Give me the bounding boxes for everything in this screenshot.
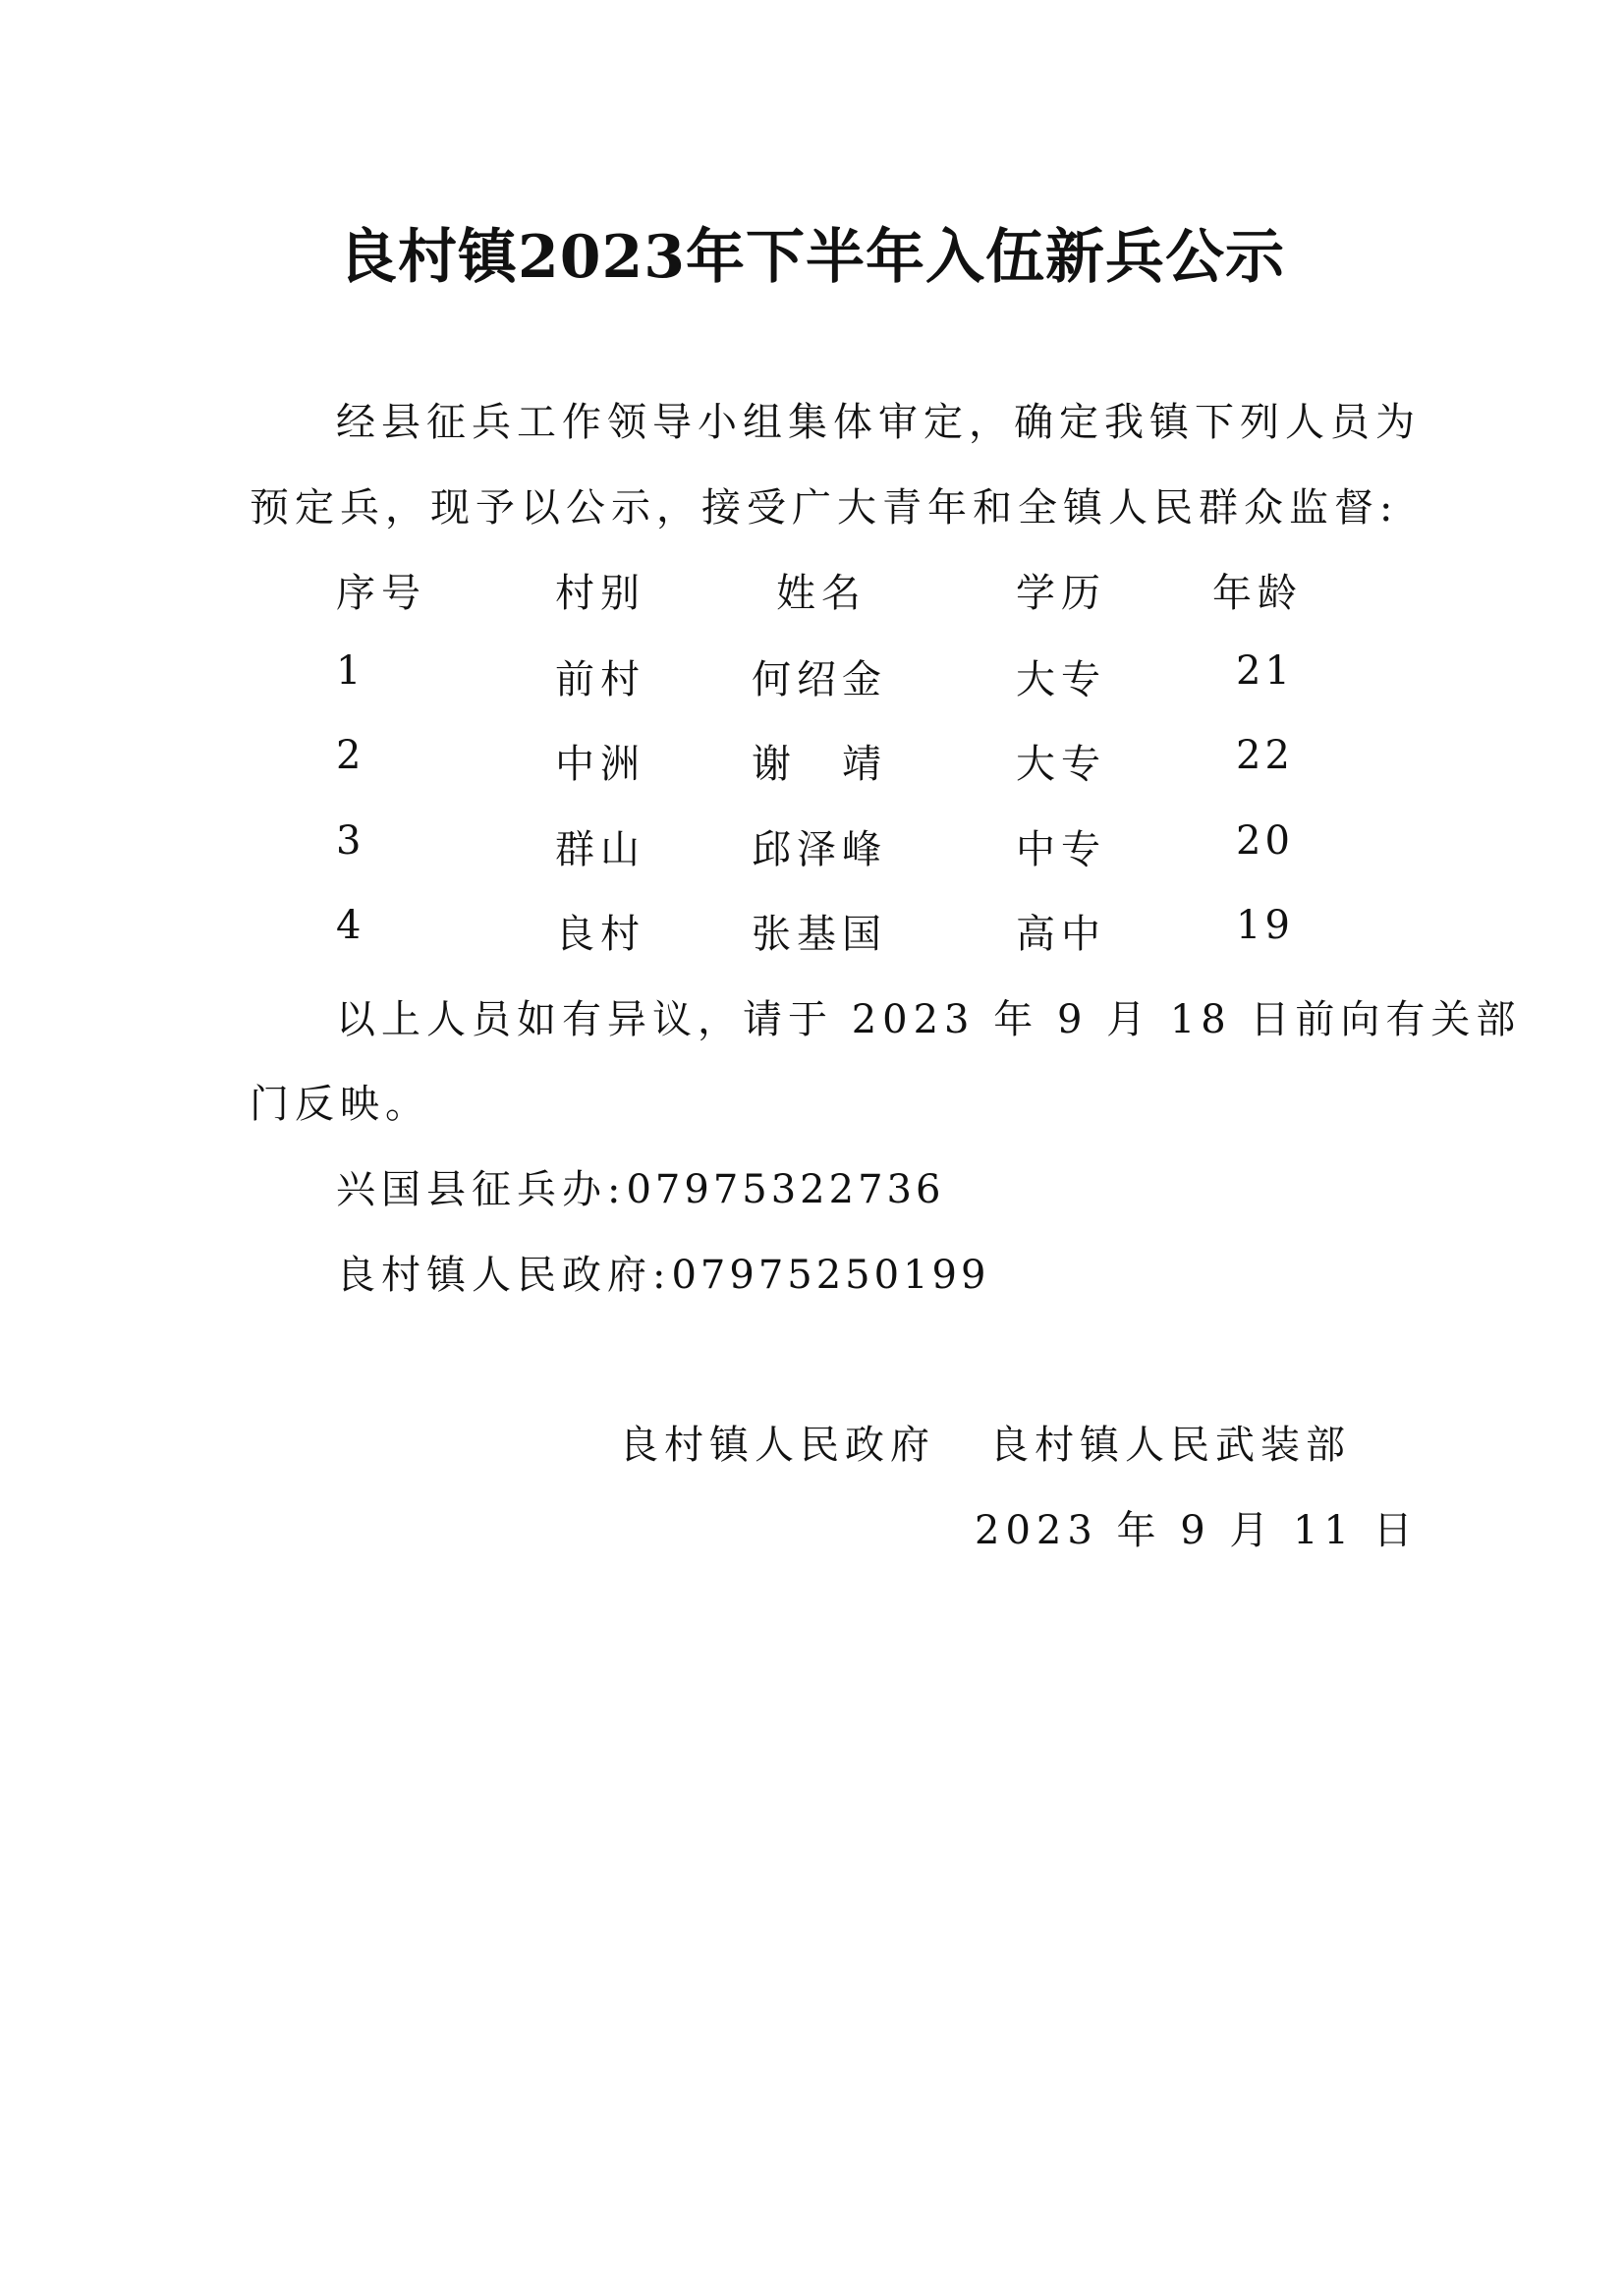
header-education: 学历	[1016, 571, 1106, 616]
row-4-index: 4	[336, 903, 365, 948]
header-age: 年龄	[1212, 571, 1303, 616]
signature-org-armed-forces: 良村镇人民武装部	[989, 1423, 1351, 1468]
row-3-name: 邱泽峰	[752, 827, 887, 872]
contact-label: 兴国县征兵办:	[336, 1167, 627, 1212]
row-1-name: 何绍金	[752, 657, 887, 702]
row-4-village: 良村	[555, 912, 645, 957]
row-2-village: 中洲	[555, 742, 645, 787]
intro-line-2: 预定兵，现予以公示，接受广大青年和全镇人民群众监督:	[250, 485, 1399, 531]
row-1-village: 前村	[555, 657, 645, 702]
header-village: 村别	[555, 571, 645, 616]
contact-phone: 07975250199	[671, 1253, 990, 1298]
notice-line-1: 以上人员如有异议，请于 2023 年 9 月 18 日前向有关部	[336, 997, 1522, 1042]
contact-phone: 07975322736	[626, 1167, 945, 1212]
notice-line-2: 门反映。	[250, 1082, 430, 1127]
row-1-index: 1	[336, 648, 365, 694]
signature-date: 2023 年 9 月 11 日	[975, 1508, 1419, 1553]
row-4-name: 张基国	[752, 912, 887, 957]
intro-line-1: 经县征兵工作领导小组集体审定，确定我镇下列人员为	[336, 400, 1421, 445]
contact-town-government	[336, 1244, 989, 1300]
header-name: 姓名	[776, 571, 867, 616]
row-4-age: 19	[1236, 903, 1294, 948]
header-index: 序号	[336, 571, 426, 616]
contact-recruitment-office	[336, 1158, 944, 1214]
contact-label: 良村镇人民政府:	[336, 1253, 672, 1298]
row-3-age: 20	[1236, 818, 1294, 864]
row-1-age: 21	[1236, 648, 1294, 694]
row-4-education: 高中	[1016, 912, 1106, 957]
signature-org-government: 良村镇人民政府	[619, 1423, 935, 1468]
row-1-education: 大专	[1016, 657, 1106, 702]
row-3-index: 3	[336, 818, 365, 864]
row-3-village: 群山	[555, 827, 645, 872]
document-title: 良村镇2023年下半年入伍新兵公示	[338, 223, 1285, 292]
row-2-index: 2	[336, 733, 365, 778]
row-2-education: 大专	[1016, 742, 1106, 787]
row-2-name: 谢 靖	[752, 742, 887, 787]
row-3-education: 中专	[1016, 827, 1106, 872]
row-2-age: 22	[1236, 733, 1294, 778]
